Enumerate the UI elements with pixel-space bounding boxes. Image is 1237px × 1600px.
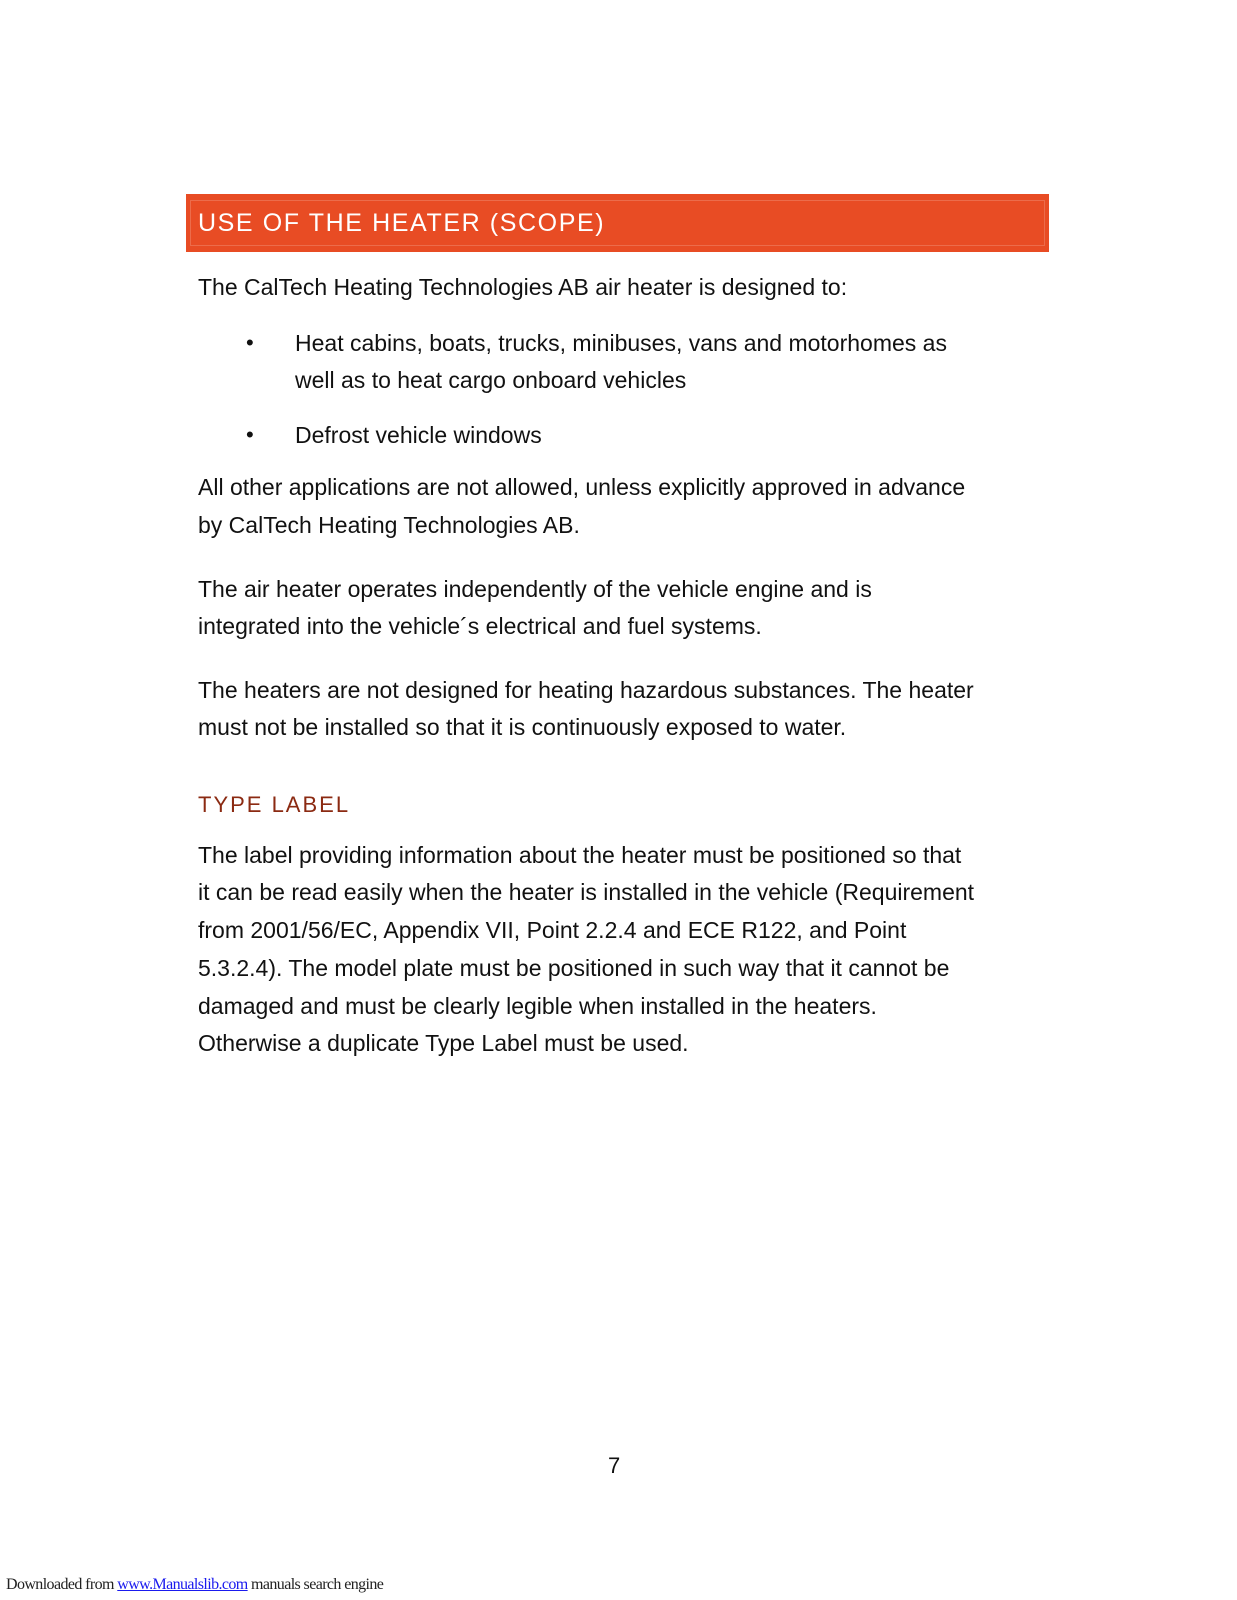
section-heading: USE OF THE HEATER (SCOPE) [198, 209, 606, 237]
download-footer [6, 1576, 383, 1594]
section-heading-bar [186, 194, 1049, 252]
paragraph-line: All other applications are not allowed, unless explicitly approved in advance [198, 474, 966, 500]
paragraph-line: it can be read easily when the heater is installed in the vehicle (Requirement [198, 879, 975, 905]
paragraph-line: must not be installed so that it is continuously exposed to water. [198, 714, 847, 740]
bullet-icon: • [246, 330, 254, 355]
paragraph-line: from 2001/56/EC, Appendix VII, Point 2.2.4 and ECE R122, and Point [198, 917, 907, 943]
bullet-icon: • [246, 422, 254, 447]
footer-prefix: Downloaded from [6, 1576, 118, 1593]
paragraph-line: by CalTech Heating Technologies AB. [198, 512, 580, 538]
list-item-line: Heat cabins, boats, trucks, minibuses, vans and motorhomes as [295, 330, 947, 356]
paragraph-line: The label providing information about the heater must be positioned so that [198, 842, 962, 868]
footer-suffix: manuals search engine [247, 1576, 384, 1593]
list-item-line: Defrost vehicle windows [295, 422, 542, 448]
paragraph-line: integrated into the vehicle´s electrical and fuel systems. [198, 613, 762, 639]
list-item-line: well as to heat cargo onboard vehicles [295, 367, 687, 393]
intro-text: The CalTech Heating Technologies AB air heater is designed to: [198, 274, 848, 300]
page-number: 7 [608, 1453, 621, 1478]
type-label-heading: TYPE LABEL [198, 792, 351, 817]
paragraph-line: Otherwise a duplicate Type Label must be used. [198, 1030, 689, 1056]
paragraph-line: The air heater operates independently of the vehicle engine and is [198, 576, 872, 602]
paragraph-line: 5.3.2.4). The model plate must be positioned in such way that it cannot be [198, 955, 950, 981]
manualslib-link[interactable]: www.Manualslib.com [117, 1576, 248, 1593]
paragraph-line: damaged and must be clearly legible when installed in the heaters. [198, 993, 877, 1019]
paragraph-line: The heaters are not designed for heating hazardous substances. The heater [198, 677, 974, 703]
